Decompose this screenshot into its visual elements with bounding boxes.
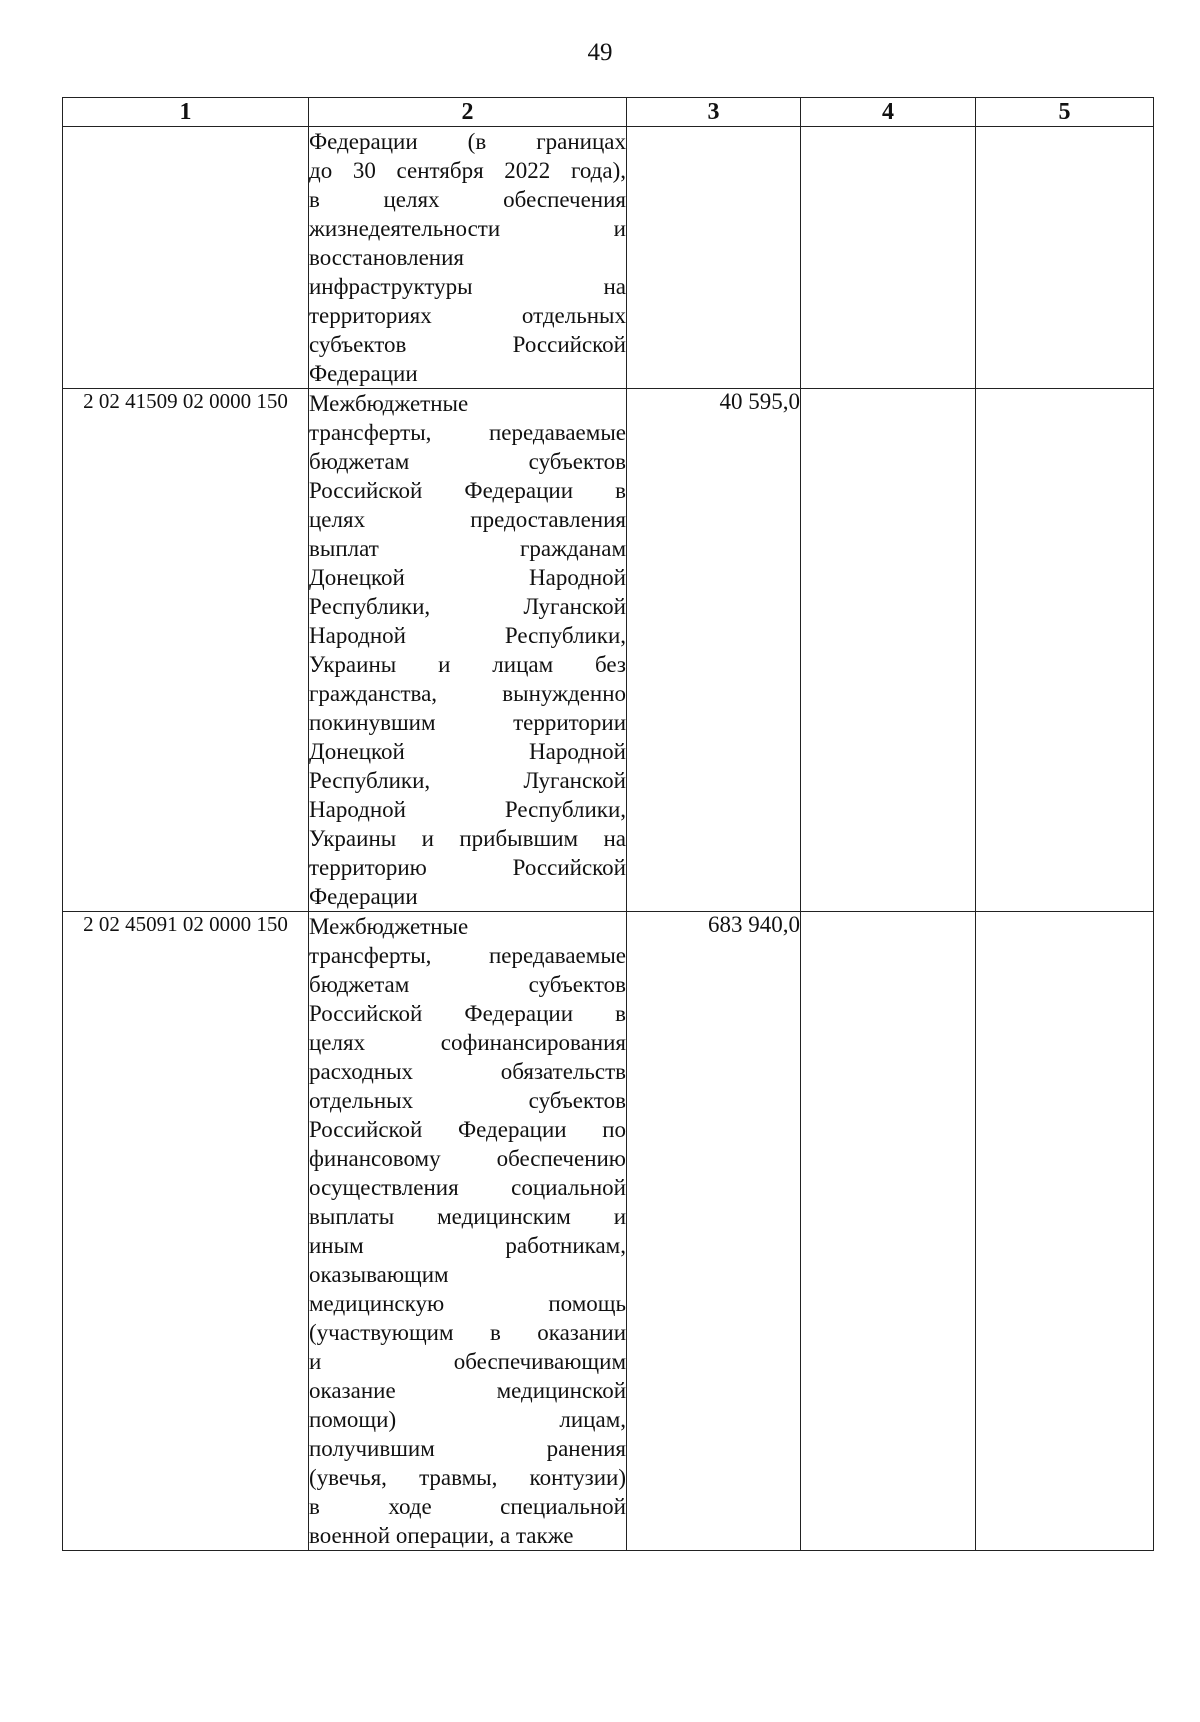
description-line: до 30 сентября 2022 года), xyxy=(309,158,626,183)
row-code: 2 02 41509 02 0000 150 xyxy=(63,389,309,912)
description-line: военной операции, а также xyxy=(309,1523,574,1548)
table-row xyxy=(63,912,1154,1551)
header-col-5: 5 xyxy=(976,98,1154,127)
description-line: получившим ранения xyxy=(309,1436,626,1461)
description-line: осуществления социальной xyxy=(309,1175,626,1200)
row-col4 xyxy=(801,127,976,389)
description-line: Российской Федерации в xyxy=(309,478,626,503)
description-line: в ходе специальной xyxy=(309,1494,626,1519)
row-col5 xyxy=(976,389,1154,912)
description-line: Республики, Луганской xyxy=(309,594,626,619)
description-line: оказывающим xyxy=(309,1262,449,1287)
row-col4 xyxy=(801,912,976,1551)
row-description xyxy=(309,127,627,389)
header-row xyxy=(63,98,1154,127)
description-line: жизнедеятельности и xyxy=(309,216,626,241)
header-col-2: 2 xyxy=(309,98,627,127)
description-line: инфраструктуры на xyxy=(309,274,626,299)
description-line: выплаты медицинским и xyxy=(309,1204,626,1229)
header-col-1: 1 xyxy=(63,98,309,127)
description-line: бюджетам субъектов xyxy=(309,972,626,997)
description-line: (участвующим в оказании xyxy=(309,1320,626,1345)
description-line: помощи) лицам, xyxy=(309,1407,626,1432)
description-line: медицинскую помощь xyxy=(309,1291,626,1316)
description-line: восстановления xyxy=(309,245,464,270)
description-line: оказание медицинской xyxy=(309,1378,626,1403)
description-line: Российской Федерации по xyxy=(309,1117,626,1142)
description-line: территориях отдельных xyxy=(309,303,626,328)
description-line: расходных обязательств xyxy=(309,1059,626,1084)
description-line: целях софинансирования xyxy=(309,1030,626,1055)
description-line: Межбюджетные xyxy=(309,391,469,416)
description-line: Украины и прибывшим на xyxy=(309,826,626,851)
row-col4 xyxy=(801,389,976,912)
description-line: гражданства, вынужденно xyxy=(309,681,626,706)
description-line: трансферты, передаваемые xyxy=(309,943,626,968)
table-row xyxy=(63,389,1154,912)
row-col5 xyxy=(976,912,1154,1551)
description-line: Донецкой Народной xyxy=(309,739,626,764)
row-description xyxy=(309,389,627,912)
description-line: Российской Федерации в xyxy=(309,1001,626,1026)
row-description xyxy=(309,912,627,1551)
header-col-4: 4 xyxy=(801,98,976,127)
budget-table xyxy=(62,97,1154,1551)
row-col5 xyxy=(976,127,1154,389)
description-line: целях предоставления xyxy=(309,507,626,532)
description-line: в целях обеспечения xyxy=(309,187,626,212)
description-line: субъектов Российской xyxy=(309,332,626,357)
description-line: (увечья, травмы, контузии) xyxy=(309,1465,626,1490)
description-line: бюджетам субъектов xyxy=(309,449,626,474)
description-line: Федерации (в границах xyxy=(309,129,626,154)
row-amount xyxy=(627,127,801,389)
description-line: территорию Российской xyxy=(309,855,626,880)
row-amount: 683 940,0 xyxy=(627,912,801,1551)
description-line: Федерации xyxy=(309,884,418,909)
description-line: выплат гражданам xyxy=(309,536,626,561)
description-line: трансферты, передаваемые xyxy=(309,420,626,445)
description-line: Республики, Луганской xyxy=(309,768,626,793)
page-number: 49 xyxy=(587,39,613,66)
description-line: иным работникам, xyxy=(309,1233,626,1258)
description-line: Народной Республики, xyxy=(309,623,626,648)
description-line: финансовому обеспечению xyxy=(309,1146,626,1171)
description-line: Федерации xyxy=(309,361,418,386)
table-row xyxy=(63,127,1154,389)
row-code xyxy=(63,127,309,389)
description-line: покинувшим территории xyxy=(309,710,626,735)
header-col-3: 3 xyxy=(627,98,801,127)
description-line: и обеспечивающим xyxy=(309,1349,626,1374)
row-amount: 40 595,0 xyxy=(627,389,801,912)
row-code: 2 02 45091 02 0000 150 xyxy=(63,912,309,1551)
description-line: Народной Республики, xyxy=(309,797,626,822)
description-line: Межбюджетные xyxy=(309,914,469,939)
description-line: отдельных субъектов xyxy=(309,1088,626,1113)
description-line: Донецкой Народной xyxy=(309,565,626,590)
description-line: Украины и лицам без xyxy=(309,652,626,677)
